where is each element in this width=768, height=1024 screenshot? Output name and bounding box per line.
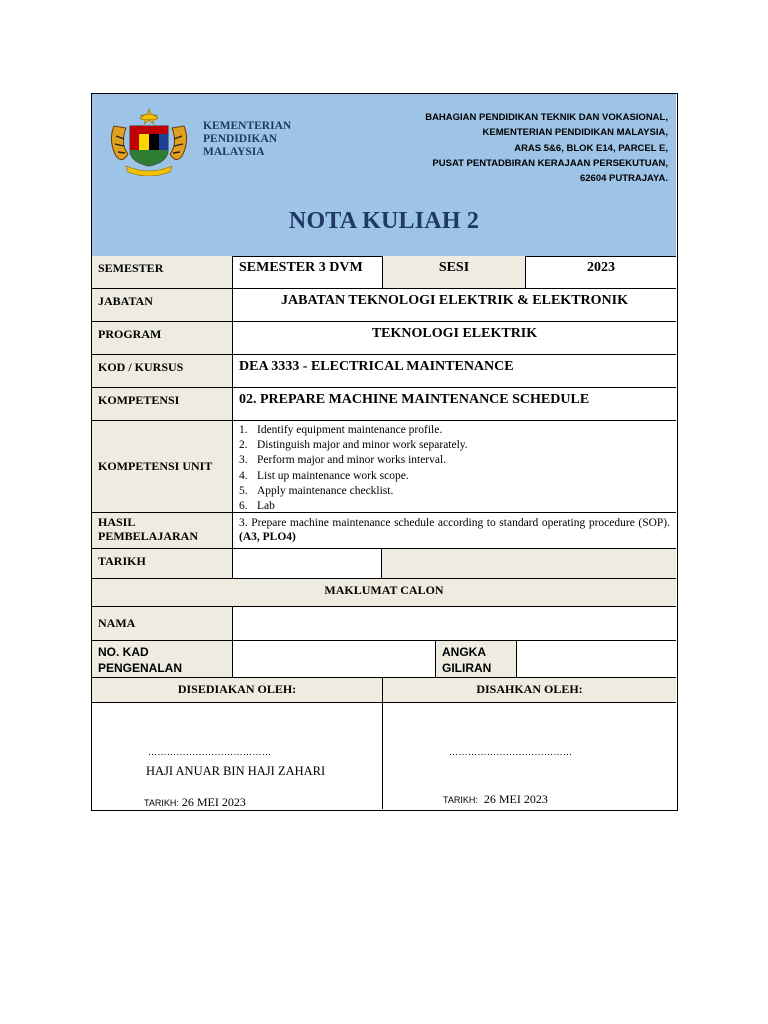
kompetensi-unit-label	[92, 421, 233, 513]
nama-label	[92, 607, 233, 641]
date-key: TARIKH:	[144, 798, 179, 808]
signature-line: …………………………………	[148, 747, 272, 757]
address-line: 62604 PUTRAJAYA.	[579, 173, 668, 185]
hasil-label-line: HASIL	[98, 515, 136, 529]
no-kad-label-line: NO. KAD	[98, 645, 149, 659]
list-item: 4. List up maintenance work scope.	[239, 469, 409, 482]
ministry-line: MALAYSIA	[203, 146, 265, 158]
maklumat-calon-header: MAKLUMAT CALON	[92, 579, 676, 607]
disediakan-oleh-header: DISEDIAKAN OLEH:	[92, 678, 383, 703]
address-line: KEMENTERIAN PENDIDIKAN MALAYSIA,	[482, 127, 668, 139]
angka-giliran-field[interactable]	[517, 641, 676, 678]
angka-label-line: ANGKA	[442, 645, 486, 659]
document-title: NOTA KULIAH 2	[288, 208, 480, 234]
date-value: 26 MEI 2023	[181, 795, 246, 809]
sesi-value: 2023	[526, 256, 676, 289]
kompetensi-unit-list	[233, 421, 676, 513]
semester-value: SEMESTER 3 DVM	[233, 256, 383, 289]
kompetensi-unit-label-text: KOMPETENSI UNIT	[98, 459, 213, 473]
jabatan-label: JABATAN	[92, 289, 233, 322]
tarikh-label: TARIKH	[92, 549, 233, 579]
address-line: BAHAGIAN PENDIDIKAN TEKNIK DAN VOKASIONAL,	[425, 112, 668, 123]
approved-by-box	[383, 703, 676, 809]
no-kad-pengenalan-label	[92, 641, 233, 678]
list-item: 1. Identify equipment maintenance profile.	[239, 424, 443, 436]
kod-kursus-label: KOD / KURSUS	[92, 355, 233, 388]
ministry-line: KEMENTERIAN	[203, 120, 292, 132]
no-kad-pengenalan-field[interactable]	[233, 641, 436, 678]
date-value: 26 MEI 2023	[483, 792, 548, 806]
list-item: 3. Perform major and minor works interval.	[239, 454, 447, 467]
nama-label-text: NAMA	[98, 616, 136, 630]
list-item: 5. Apply maintenance checklist.	[239, 484, 394, 497]
signature-line: …………………………………	[449, 747, 573, 757]
disahkan-oleh-header: DISAHKAN OLEH:	[383, 678, 676, 703]
angka-giliran-label	[436, 641, 517, 678]
hasil-code: (A3, PLO4)	[239, 531, 296, 543]
jabatan-value: JABATAN TEKNOLOGI ELEKTRIK & ELEKTRONIK	[233, 289, 676, 322]
address-line: ARAS 5&6, BLOK E14, PARCEL E,	[514, 142, 668, 154]
address-line: PUSAT PENTADBIRAN KERAJAAN PERSEKUTUAN,	[432, 157, 668, 169]
date-key: TARIKH:	[443, 795, 478, 805]
semester-label: SEMESTER	[92, 256, 233, 289]
lecture-note-cover-form	[91, 93, 678, 811]
angka-label-line: GILIRAN	[442, 661, 492, 675]
ministry-name	[203, 120, 291, 159]
list-item: 6. Lab	[239, 500, 275, 513]
ministry-address	[368, 110, 668, 186]
hasil-pembelajaran-value	[233, 513, 676, 549]
prepared-by-box	[92, 703, 383, 809]
list-item: 2. Distinguish major and minor work separately.	[239, 439, 468, 452]
kompetensi-label: KOMPETENSI	[92, 388, 233, 421]
no-kad-label-line: PENGENALAN	[98, 661, 183, 675]
prepared-by-name: HAJI ANUAR BIN HAJI ZAHARI	[146, 764, 326, 778]
program-label: PROGRAM	[92, 322, 233, 355]
hasil-pembelajaran-label	[92, 513, 233, 549]
malaysia-coat-of-arms-icon	[106, 106, 192, 176]
kod-kursus-value: DEA 3333 - ELECTRICAL MAINTENANCE	[233, 355, 676, 388]
hasil-label-line: PEMBELAJARAN	[98, 529, 199, 543]
nama-field[interactable]	[233, 607, 676, 641]
header-banner	[92, 94, 676, 257]
hasil-text: 3. Prepare machine maintenance schedule according to standard operating procedure (SOP).	[239, 517, 670, 529]
tarikh-extra	[382, 549, 676, 579]
tarikh-field[interactable]	[233, 549, 382, 579]
approved-date	[443, 792, 548, 807]
ministry-line: PENDIDIKAN	[203, 133, 278, 145]
kompetensi-value: 02. PREPARE MACHINE MAINTENANCE SCHEDULE	[233, 388, 676, 421]
prepared-date	[144, 795, 246, 810]
program-value: TEKNOLOGI ELEKTRIK	[233, 322, 676, 355]
sesi-label: SESI	[383, 256, 526, 289]
